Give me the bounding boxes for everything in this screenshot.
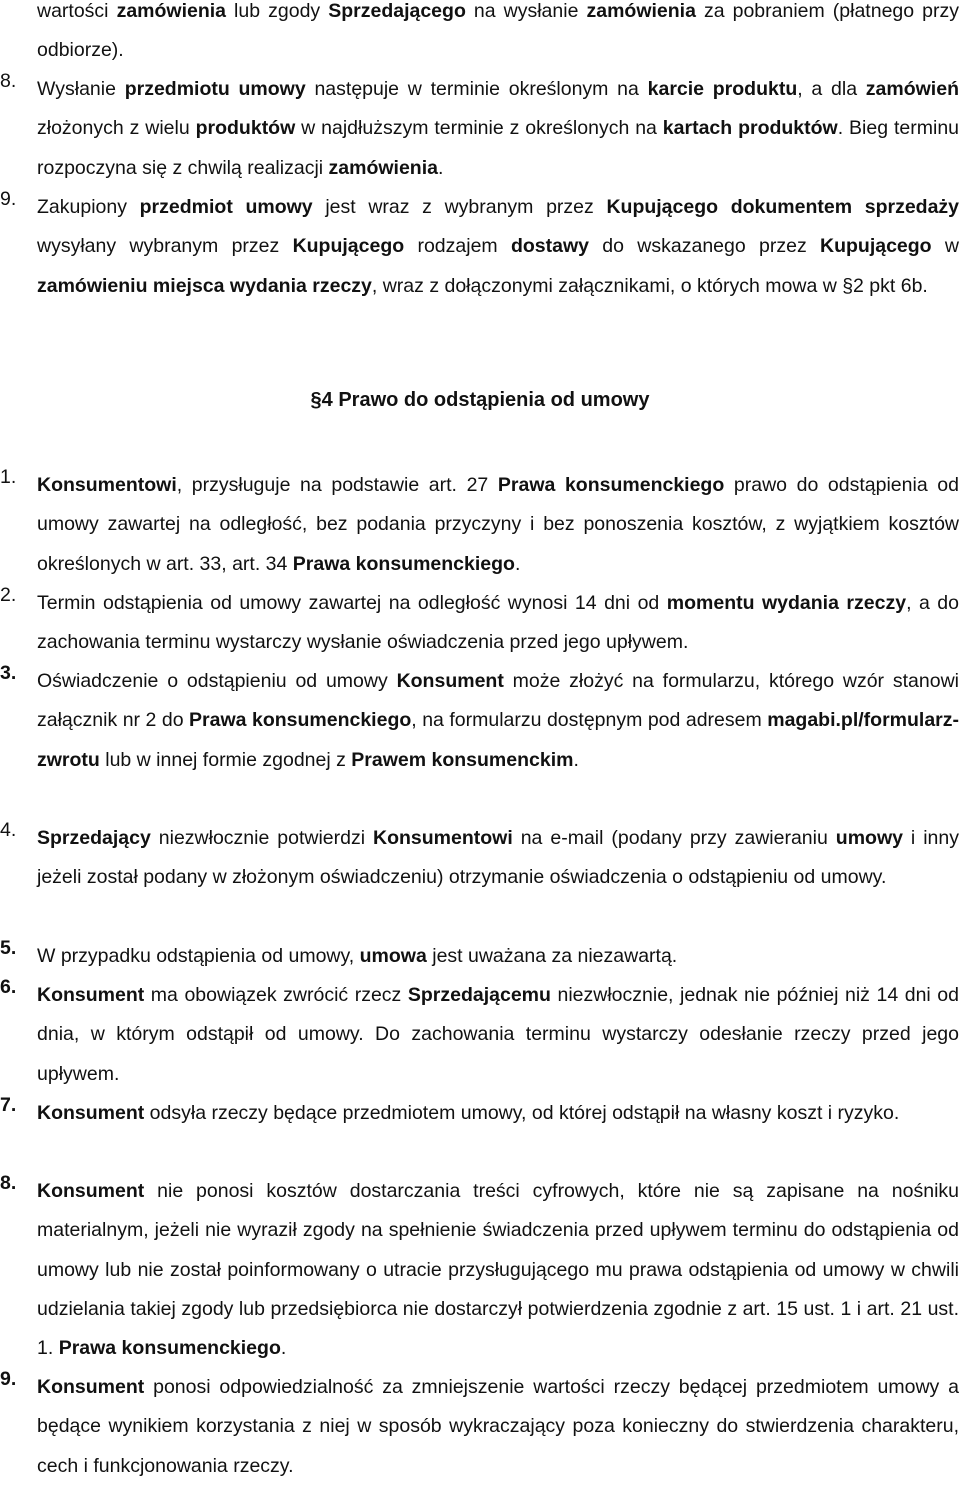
bold-term: przedmiotu umowy [124,78,306,100]
bold-term: Kupującego dokumentem sprzedaży [606,196,960,218]
bold-term: umowa [359,945,427,967]
list-item [0,70,960,188]
bold-term: zamówień [865,78,959,100]
text-run: wartości [37,0,117,22]
list-number: 7. [0,1094,17,1116]
text-run: następuje w terminie określonym na [305,78,648,100]
text-run: . Bieg terminu rozpoczyna się z chwilą realizacji [37,117,960,179]
bold-term: momentu wydania rzeczy [666,592,907,614]
list-item [0,466,960,584]
list-item-text [37,466,959,584]
text-run: w najdłuższym terminie z określonych na [295,117,663,140]
text-run: , a dla [797,78,866,100]
paragraph-text [37,0,959,71]
list-item-text [37,937,959,976]
bold-term: zamówienia [116,0,227,22]
bold-term: Kupującego [292,235,405,258]
bold-term: Prawa konsumenckiego [189,709,412,732]
bold-term: Prawem konsumenckim [351,748,574,771]
bold-term: dostawy [510,235,589,258]
bold-term: produktów [195,117,296,140]
list-item [0,1368,960,1486]
list-item [0,819,960,898]
list-item [0,1094,960,1133]
text-run: , wraz z dołączonymi załącznikami, o których mowa w §2 pkt 6b. [371,274,928,297]
text-run: i inny jeżeli został podany w złożonym oświadczeniu) otrzymanie oświadczenia o odstąpieniu od umowy. [37,827,959,889]
text-run: lub w innej formie zgodnej z [99,748,352,771]
list-number: 9. [0,1368,17,1390]
bold-term: Konsument [37,984,145,1006]
text-run: Zakupiony [37,196,140,218]
text-run: , na formularzu dostępnym pod adresem [411,709,768,732]
text-run: jest wraz z wybranym przez [312,196,607,218]
list-item-text [37,819,959,898]
bold-term: Sprzedający [37,827,151,849]
list-number: 9. [0,188,17,210]
text-run: złożonych z wielu [37,117,196,140]
list-item-text [37,584,959,663]
list-item-text [37,976,959,1094]
text-run: do wskazanego przez [589,235,820,258]
bold-term: Konsumentowi [37,474,177,496]
bold-term: Sprzedającemu [407,984,551,1006]
text-run: niezwłocznie, jednak nie później niż 14 dni od dnia, w którym odstąpił od umowy. Do zachowania terminu wystarczy odesłanie rzeczy przed jego upływem. [37,984,959,1085]
list-number: 4. [0,819,17,841]
text-run: odsyła rzeczy będące przedmiotem umowy, od której odstąpił na własny koszt i ryzyko. [144,1102,900,1124]
text-run: . [280,1337,287,1360]
list-item [0,976,960,1094]
list-item [0,937,960,976]
text-run: jest uważana za niezawartą. [426,945,678,967]
list-item-text [37,662,959,780]
bold-term: zamówieniu miejsca wydania rzeczy [37,274,372,297]
list-item-text [37,70,959,188]
text-run: rodzajem [404,235,511,258]
bold-term: kartach produktów [662,117,838,140]
bold-term: Konsument [37,1180,145,1202]
text-run: może złożyć na formularzu, którego wzór stanowi załącznik nr 2 do [37,670,959,732]
bold-term: magabi.pl/formularz-zwrotu [37,709,960,771]
bold-term: Konsument [396,670,504,692]
bold-term: Konsumentowi [373,827,513,849]
list-number: 5. [0,937,17,959]
list-number: 3. [0,662,17,684]
bold-term: przedmiot umowy [139,196,313,218]
bold-term: Prawa konsumenckiego [292,552,515,575]
list-item [0,188,960,306]
bold-term: Kupującego [820,235,932,258]
bold-term: karcie produktu [647,78,798,100]
list-item [0,584,960,663]
list-item [0,1172,960,1368]
text-run: Oświadczenie o odstąpieniu od umowy [37,670,397,692]
list-item-text [37,1368,959,1486]
text-run: niezwłocznie potwierdzi [150,827,374,849]
text-run: ponosi odpowiedzialność za zmniejszenie wartości rzeczy będącej przedmiotem umowy a będące wynikiem korzystania z niej w sposób wykraczający poza konieczny do stwierdzenia charakteru, cech i funkcjonowania rzeczy. [37,1376,959,1477]
bold-term: zamówienia [586,0,696,22]
list-item-text [37,188,959,306]
paragraph-continuation [0,0,960,71]
text-run: . [514,552,521,575]
list-number: 8. [0,1172,17,1194]
text-run: ma obowiązek zwrócić rzecz [144,984,408,1006]
list-item-text [37,1094,959,1133]
list-number: 8. [0,70,17,92]
bold-term: Konsument [37,1102,145,1124]
bold-term: Konsument [37,1376,145,1398]
text-run: , a do zachowania terminu wystarczy wysłanie oświadczenia przed jego upływem. [37,592,959,654]
bold-term: zamówienia [328,156,438,179]
text-run: , przysługuje na podstawie art. 27 [176,474,498,496]
bold-term: umowy [835,827,903,849]
list-item-text [37,1172,959,1368]
text-run: nie ponosi kosztów dostarczania treści cyfrowych, które nie są zapisane na nośniku materialnym, jeżeli nie wyraził zgody na spełnienie świadczenia przed upływem terminu do odstąpienia od umowy lub nie został poinformowany o utracie przysługującego mu prawa odstąpienia od umowy w chwili udzielania takiej zgody lub przedsiębiorca nie dostarczył potwierdzenia zgodnie z art. 15 ust. 1 i art. 21 ust. 1. [37,1180,959,1360]
section-heading: §4 Prawo do odstąpienia od umowy [310,389,650,411]
text-run: . [573,748,579,771]
text-run: za pobraniem (płatnego przy odbiorze). [37,0,959,62]
text-run: W przypadku odstąpienia od umowy, [37,945,360,967]
text-run: na wysłanie [465,0,587,22]
text-run: Wysłanie [37,78,125,100]
text-run: lub zgody [226,0,329,22]
text-run: wysyłany wybranym przez [37,235,293,258]
text-run: Termin odstąpienia od umowy zawartej na odległość wynosi 14 dni od [37,592,667,614]
text-run: prawo do odstąpienia od umowy zawartej na odległość, bez podania przyczyny i bez ponoszenia kosztów, z wyjątkiem kosztów określonych w art. 33, art. 34 [37,474,959,575]
text-run: na e-mail (podany przy zawieraniu [512,827,836,849]
bold-term: Prawa konsumenckiego [497,474,725,496]
text-run: w [931,235,959,258]
list-number: 1. [0,466,17,488]
list-number: 2. [0,584,17,606]
bold-term: Prawa konsumenckiego [58,1337,281,1360]
bold-term: Sprzedającego [328,0,466,22]
list-item [0,662,960,780]
text-run: . [437,156,444,179]
list-number: 6. [0,976,17,998]
